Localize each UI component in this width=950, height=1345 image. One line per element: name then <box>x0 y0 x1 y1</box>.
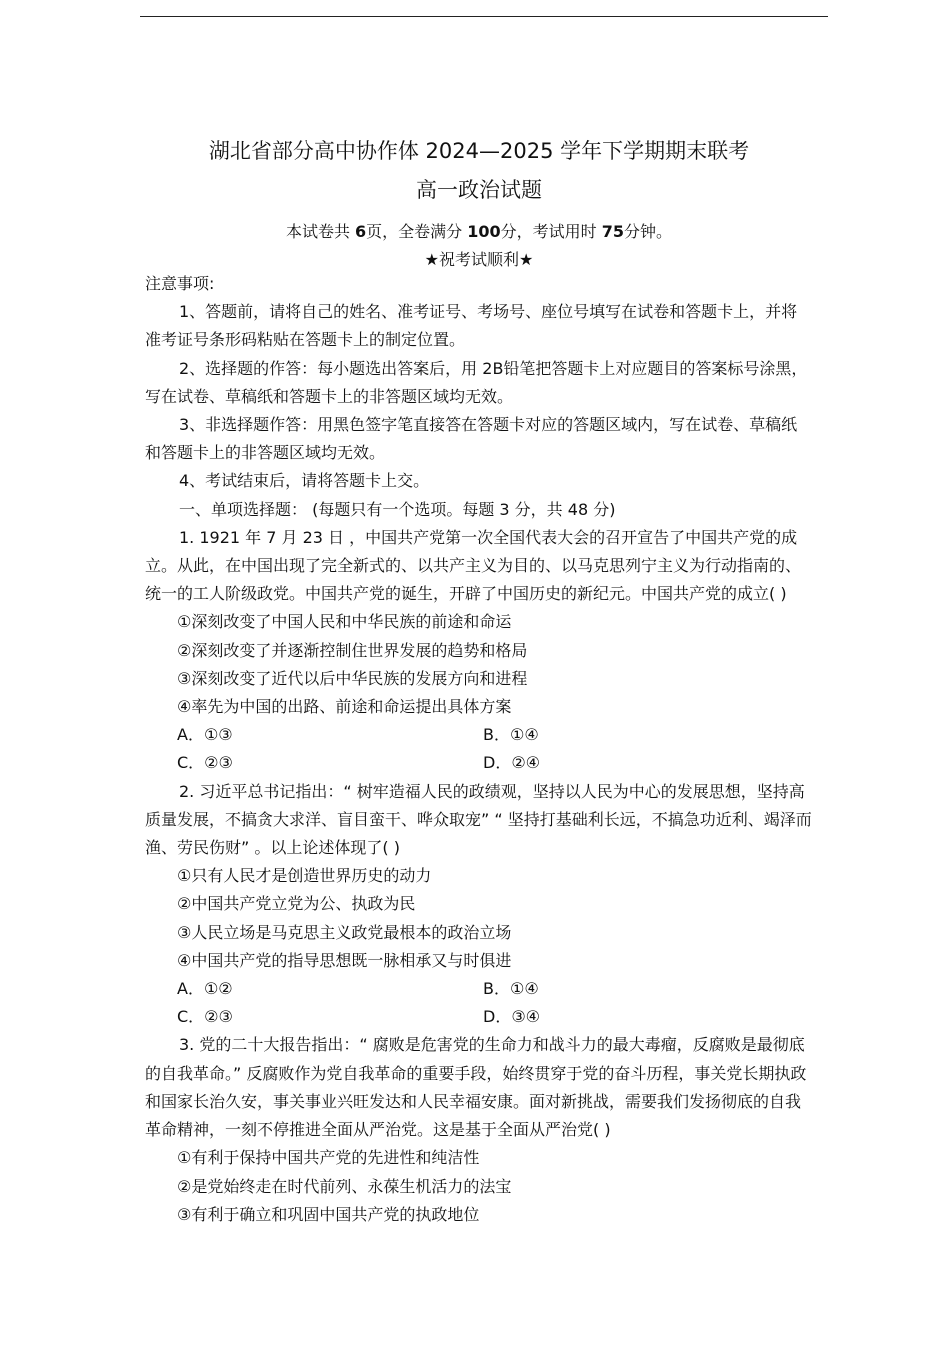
question-option: ③深刻改变了近代以后中华民族的发展方向和进程 <box>177 668 528 688</box>
top-rule <box>140 16 828 17</box>
choice-a: A．①② <box>177 979 233 999</box>
exam-title: 湖北省部分高中协作体 2024—2025 学年下学期期末联考 <box>208 139 750 163</box>
choice-c: C．②③ <box>177 1007 233 1027</box>
choice-d: D．③④ <box>483 1007 541 1027</box>
info-pre: 本试卷共 <box>285 222 356 241</box>
question-option: ②是党始终走在时代前列、永葆生机活力的法宝 <box>177 1176 512 1196</box>
question-option: ③人民立场是马克思主义政党最根本的政治立场 <box>177 922 512 942</box>
question-option: ④中国共产党的指导思想既一脉相承又与时俱进 <box>177 950 512 970</box>
question-stem: 3. 党的二十大报告指出：“ 腐败是危害党的生命力和战斗力的最大毒瘤，反腐败是最彻底的自我革命。” 反腐败作为党自我革命的重要手段，始终贯穿于党的奋斗历程，事关党长期执政和国家长治久安，事关事业兴旺发达和人民幸福安康。面对新挑战，需要我们发扬彻底的自我革命精神，一刻不停推进全面从严治党。这是基于全面从严治党( ) <box>145 1035 807 1140</box>
info-mid1: 页，全卷满分 <box>366 222 468 241</box>
choice-row <box>145 975 813 1003</box>
question-stem: 1. 1921 年 7 月 23 日 ，中国共产党第一次全国代表大会的召开宣告了中国共产党的成立。从此，在中国出现了完全新式的、以共产主义为目的、以马克思列宁主义为行动指南的、统一的工人阶级政党。中国共产党的诞生，开辟了中国历史的新纪元。中国共产党的成立( ) <box>145 527 802 604</box>
exam-subtitle: 高一政治试题 <box>416 178 542 202</box>
question-option: ②中国共产党立党为公、执政为民 <box>177 894 416 914</box>
question-stem: 2. 习近平总书记指出：“ 树牢造福人民的政绩观，坚持以人民为中心的发展思想，坚持高质量发展，不搞贪大求洋、盲目蛮干、哗众取宠” “ 坚持打基础利长远，不搞急功近利、竭泽而渔、劳民伤财” 。以上论述体现了( ) <box>145 781 812 858</box>
notes-heading: 注意事项: <box>145 274 215 293</box>
choice-b: B．①④ <box>483 979 539 999</box>
info-score: 100 <box>467 222 501 241</box>
info-minutes: 75 <box>601 222 625 241</box>
section-heading: 一、单项选择题： (每题只有一个选项。每题 3 分，共 48 分) <box>179 499 616 519</box>
exam-wish: ★祝考试顺利★ <box>424 250 534 269</box>
choice-b: B．①④ <box>483 725 539 745</box>
question-option: ③有利于确立和巩固中国共产党的执政地位 <box>177 1204 480 1224</box>
question-option: ④率先为中国的出路、前途和命运提出具体方案 <box>177 697 512 717</box>
choice-c: C．②③ <box>177 753 233 773</box>
question-option: ①有利于保持中国共产党的先进性和纯洁性 <box>177 1148 480 1168</box>
note-item: 3、非选择题作答：用黑色签字笔直接答在答题卡对应的答题区域内，写在试卷、草稿纸和答题卡上的非答题区域均无效。 <box>145 415 798 463</box>
note-item: 4、考试结束后，请将答题卡上交。 <box>179 471 430 491</box>
info-pages: 6 <box>355 222 367 241</box>
exam-info <box>145 219 813 245</box>
question-option: ①只有人民才是创造世界历史的动力 <box>177 866 432 886</box>
choice-row <box>145 749 813 777</box>
note-item: 1、答题前，请将自己的姓名、准考证号、考场号、座位号填写在试卷和答题卡上，并将准考证号条形码粘贴在答题卡上的制定位置。 <box>145 302 798 350</box>
question-option: ①深刻改变了中国人民和中华民族的前途和命运 <box>177 612 512 632</box>
exam-body <box>145 270 813 1229</box>
choice-d: D．②④ <box>483 753 541 773</box>
choice-row <box>145 1003 813 1031</box>
choice-a: A．①③ <box>177 725 233 745</box>
note-item: 2、选择题的作答：每小题选出答案后，用 2B铅笔把答题卡上对应题目的答案标号涂黑，写在试卷、草稿纸和答题卡上的非答题区域均无效。 <box>145 358 808 406</box>
choice-row <box>145 721 813 749</box>
question-option: ②深刻改变了并逐渐控制住世界发展的趋势和格局 <box>177 640 528 660</box>
info-mid2: 分，考试用时 <box>500 222 602 241</box>
info-post: 分钟。 <box>624 222 673 241</box>
